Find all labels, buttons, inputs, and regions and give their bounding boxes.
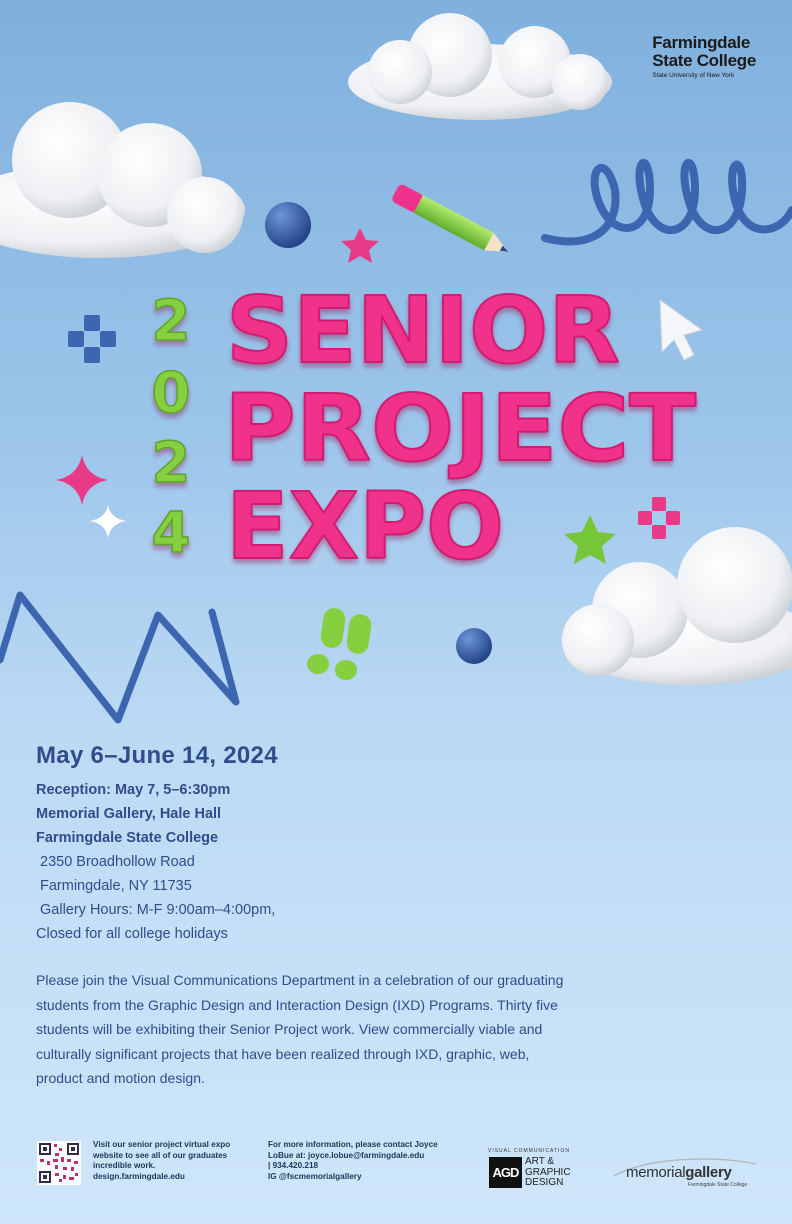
college-name-line2: State College (652, 51, 756, 70)
closed-note: Closed for all college holidays (36, 926, 228, 942)
expo-website-link[interactable]: design.farmingdale.edu (93, 1171, 185, 1181)
expo-line: Visit our senior project virtual expo (93, 1140, 231, 1149)
contact-info (268, 1140, 478, 1182)
year-digit-0: 0 (151, 361, 191, 426)
event-description: Please join the Visual Communications Department in a celebration of our graduating students from the Graphic Design and Interaction Design (IXD) Programs. Thirty five students will be exhibiting their Senior Project work. View commercially viable and culturally significant projects that have been realized through IXD, graphic, web, product and motion design. (36, 972, 564, 1086)
college-subtitle: State University of New York (652, 72, 735, 79)
contact-line: For more information, please contact Joyce (268, 1140, 438, 1149)
title-line-expo: EXPO (226, 473, 504, 580)
reception-time: Reception: May 7, 5–6:30pm (36, 782, 231, 798)
street-address: 2350 Broadhollow Road (40, 854, 195, 870)
expo-line: incredible work. (93, 1161, 156, 1170)
college-name-line1: Farmingdale (652, 33, 750, 52)
contact-email[interactable]: LoBue at: joyce.lobue@farmingdale.edu (268, 1150, 425, 1160)
memorial-gallery-logo (610, 1154, 760, 1194)
agd-line: GRAPHIC (525, 1166, 571, 1178)
college-logo (652, 34, 756, 79)
city-address: Farmingdale, NY 11735 (40, 878, 192, 894)
agd-wordmark (525, 1157, 571, 1189)
college-name: Farmingdale State College (36, 830, 219, 846)
gallery-sub: Farmingdale State College (688, 1182, 748, 1188)
year-digit-4: 4 (151, 501, 191, 566)
year-digit-2b: 2 (151, 431, 191, 496)
event-dates: May 6–June 14, 2024 (36, 742, 278, 769)
gallery-word-b: gallery (685, 1164, 732, 1181)
gallery-wordmark (626, 1164, 732, 1181)
title-line-senior: SENIOR (226, 277, 620, 384)
gallery-word-a: memorial (626, 1164, 686, 1181)
gallery-hours: Gallery Hours: M-F 9:00am–4:00pm, (40, 902, 276, 918)
agd-line: ART & (525, 1156, 555, 1167)
title-line-project: PROJECT (224, 375, 697, 482)
instagram-handle[interactable]: IG @fscmemorialgallery (268, 1171, 362, 1181)
venue-name: Memorial Gallery, Hale Hall (36, 806, 222, 822)
agd-line: DESIGN (525, 1177, 564, 1188)
contact-phone: | 934.420.218 (268, 1161, 319, 1170)
year-digit-2: 2 (151, 289, 191, 354)
event-info (36, 778, 536, 946)
expo-line: website to see all of our graduates (93, 1150, 228, 1160)
agd-logo (488, 1148, 578, 1192)
virtual-expo-note (93, 1140, 258, 1182)
agd-dept: VISUAL COMMUNICATION (488, 1148, 570, 1154)
agd-mark: AGD (489, 1157, 522, 1188)
qr-code-icon[interactable] (37, 1141, 81, 1185)
